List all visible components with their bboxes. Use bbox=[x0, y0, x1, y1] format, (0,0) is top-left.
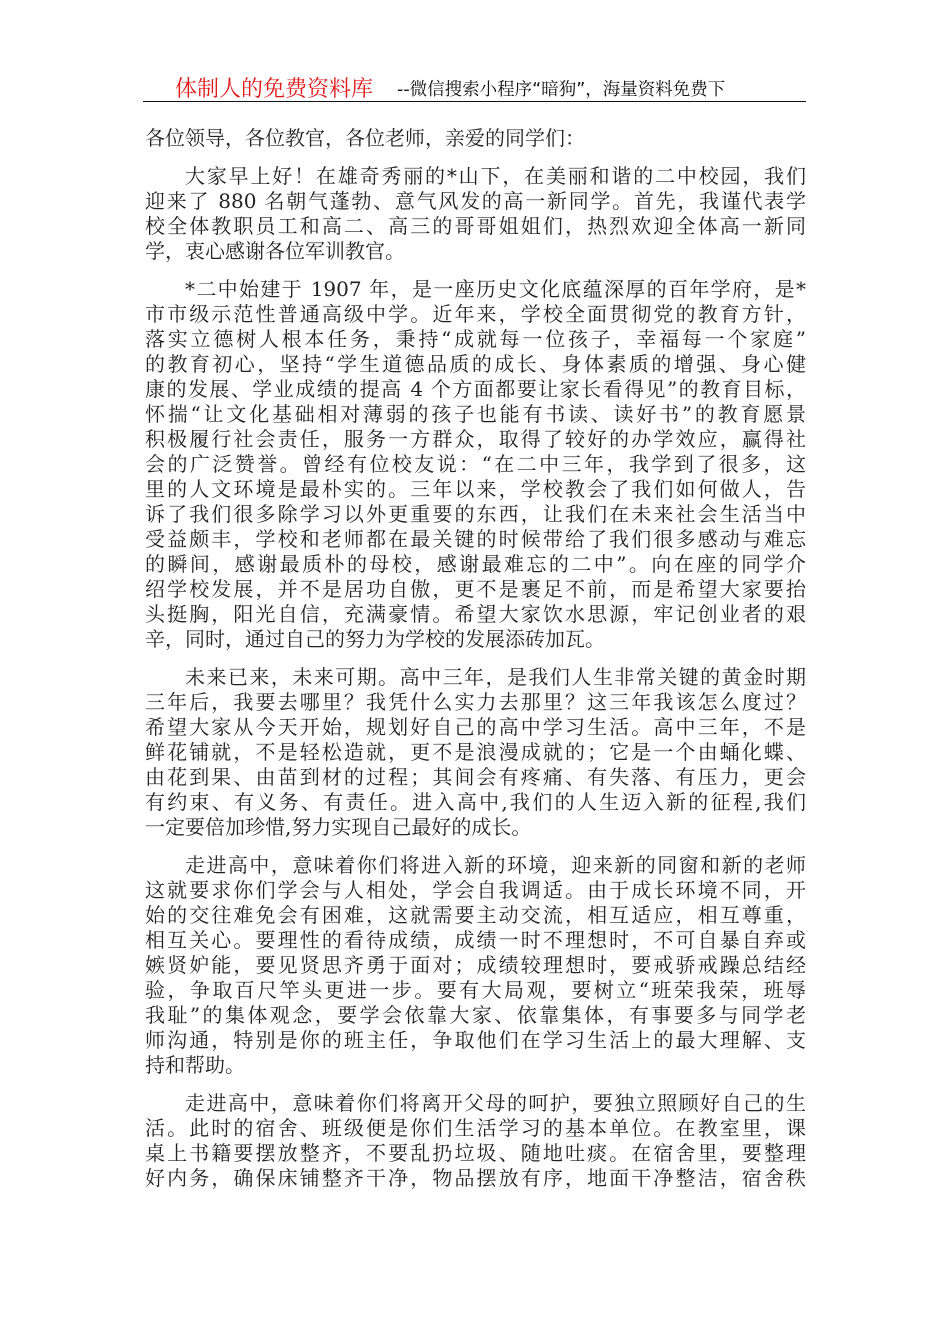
text-line: 落实立德树人根本任务，秉持“成就每一位孩子，幸福每一个家庭” bbox=[145, 327, 806, 351]
text-line: 头挺胸，阳光自信，充满豪情。希望大家饮水思源，牢记创业者的艰 bbox=[145, 602, 806, 626]
text-line: 里的人文环境是最朴实的。三年以来，学校教会了我们如何做人，告 bbox=[145, 477, 806, 501]
text-line: 有约束、有义务、有责任。进入高中,我们的人生迈入新的征程,我们 bbox=[145, 790, 806, 814]
text-line: 诉了我们很多除学习以外更重要的东西，让我们在未来社会生活当中 bbox=[145, 502, 806, 526]
page-header bbox=[143, 70, 806, 102]
text-line: 校全体教职员工和高二、高三的哥哥姐姐们，热烈欢迎全体高一新同 bbox=[145, 214, 806, 238]
text-line: 积极履行社会责任，服务一方群众，取得了较好的办学效应，赢得社 bbox=[145, 427, 806, 451]
text-line: 辛，同时，通过自己的努力为学校的发展添砖加瓦。 bbox=[145, 627, 605, 651]
text-line: 大家早上好！在雄奇秀丽的*山下，在美丽和谐的二中校园，我们 bbox=[185, 164, 806, 188]
text-line: 希望大家从今天开始，规划好自己的高中学习生活。高中三年，不是 bbox=[145, 715, 806, 739]
document-body bbox=[145, 126, 806, 1204]
text-line: 由花到果、由苗到材的过程；其间会有疼痛、有失落、有压力，更会 bbox=[145, 765, 806, 789]
text-line: 桌上书籍要摆放整齐，不要乱扔垃圾、随地吐痰。在宿舍里，要整理 bbox=[145, 1141, 806, 1165]
salutation bbox=[145, 126, 806, 151]
text-line: 三年后，我要去哪里？我凭什么实力去那里？这三年我该怎么度过？ bbox=[145, 690, 806, 714]
paragraph bbox=[145, 277, 806, 652]
text-line: 走进高中，意味着你们将离开父母的呵护，要独立照顾好自己的生 bbox=[185, 1091, 806, 1115]
text-line: 始的交往难免会有困难，这就需要主动交流，相互适应，相互尊重， bbox=[145, 903, 806, 927]
text-line: 学，衷心感谢各位军训教官。 bbox=[145, 239, 405, 263]
text-line: *二中始建于 1907 年，是一座历史文化底蕴深厚的百年学府，是* bbox=[185, 277, 806, 301]
paragraph bbox=[145, 164, 806, 264]
text-line: 一定要倍加珍惜,努力实现自己最好的成长。 bbox=[145, 815, 532, 839]
text-line: 绍学校发展，并不是居功自傲，更不是裹足不前，而是希望大家要抬 bbox=[145, 577, 806, 601]
text-line: 受益颇丰，学校和老师都在最关键的时候带给了我们很多感动与难忘 bbox=[145, 527, 806, 551]
text-line: 走进高中，意味着你们将进入新的环境，迎来新的同窗和新的老师 bbox=[185, 853, 806, 877]
paragraph bbox=[145, 665, 806, 840]
text-line: 活。此时的宿舍、班级便是你们生活学习的基本单位。在教室里，课 bbox=[145, 1116, 806, 1140]
text-line: 各位领导，各位教官，各位老师，亲爱的同学们： bbox=[145, 126, 585, 150]
text-line: 怀揣“让文化基础相对薄弱的孩子也能有书读、读好书”的教育愿景 bbox=[145, 402, 806, 426]
text-line: 会的广泛赞誉。曾经有位校友说：“在二中三年，我学到了很多，这 bbox=[145, 452, 806, 476]
text-line: 的瞬间，感谢最质朴的母校，感谢最难忘的二中”。向在座的同学介 bbox=[145, 552, 806, 576]
text-line: 这就要求你们学会与人相处，学会自我调适。由于成长环境不同，开 bbox=[145, 878, 806, 902]
text-line: 康的发展、学业成绩的提高 4 个方面都要让家长看得见”的教育目标， bbox=[145, 377, 806, 401]
paragraph bbox=[145, 1091, 806, 1191]
text-line: 市市级示范性普通高级中学。近年来，学校全面贯彻党的教育方针， bbox=[145, 302, 806, 326]
text-line: 验，争取百尺竿头更进一步。要有大局观，要树立“班荣我荣，班辱 bbox=[145, 978, 806, 1002]
text-line: 相互关心。要理性的看待成绩，成绩一时不理想时，不可自暴自弃或 bbox=[145, 928, 806, 952]
paragraph bbox=[145, 853, 806, 1078]
text-line: 我耻”的集体观念，要学会依靠大家、依靠集体，有事要多与同学老 bbox=[145, 1003, 806, 1027]
text-line: 持和帮助。 bbox=[145, 1053, 245, 1077]
header-slogan: --微信搜索小程序“暗狗”，海量资料免费下 bbox=[397, 80, 726, 100]
text-line: 未来已来，未来可期。高中三年，是我们人生非常关键的黄金时期 bbox=[185, 665, 806, 689]
header-brand: 体制人的免费资料库 bbox=[175, 77, 374, 102]
text-line: 好内务，确保床铺整齐干净，物品摆放有序，地面干净整洁，宿舍秩 bbox=[145, 1166, 806, 1190]
text-line: 师沟通，特别是你的班主任，争取他们在学习生活上的最大理解、支 bbox=[145, 1028, 806, 1052]
text-line: 嫉贤妒能，要见贤思齐勇于面对；成绩较理想时，要戒骄戒躁总结经 bbox=[145, 953, 806, 977]
text-line: 鲜花铺就，不是轻松造就，更不是浪漫成就的；它是一个由蛹化蝶、 bbox=[145, 740, 806, 764]
text-line: 迎来了 880 名朝气蓬勃、意气风发的高一新同学。首先，我谨代表学 bbox=[145, 189, 806, 213]
text-line: 的教育初心，坚持“学生道德品质的成长、身体素质的增强、身心健 bbox=[145, 352, 806, 376]
